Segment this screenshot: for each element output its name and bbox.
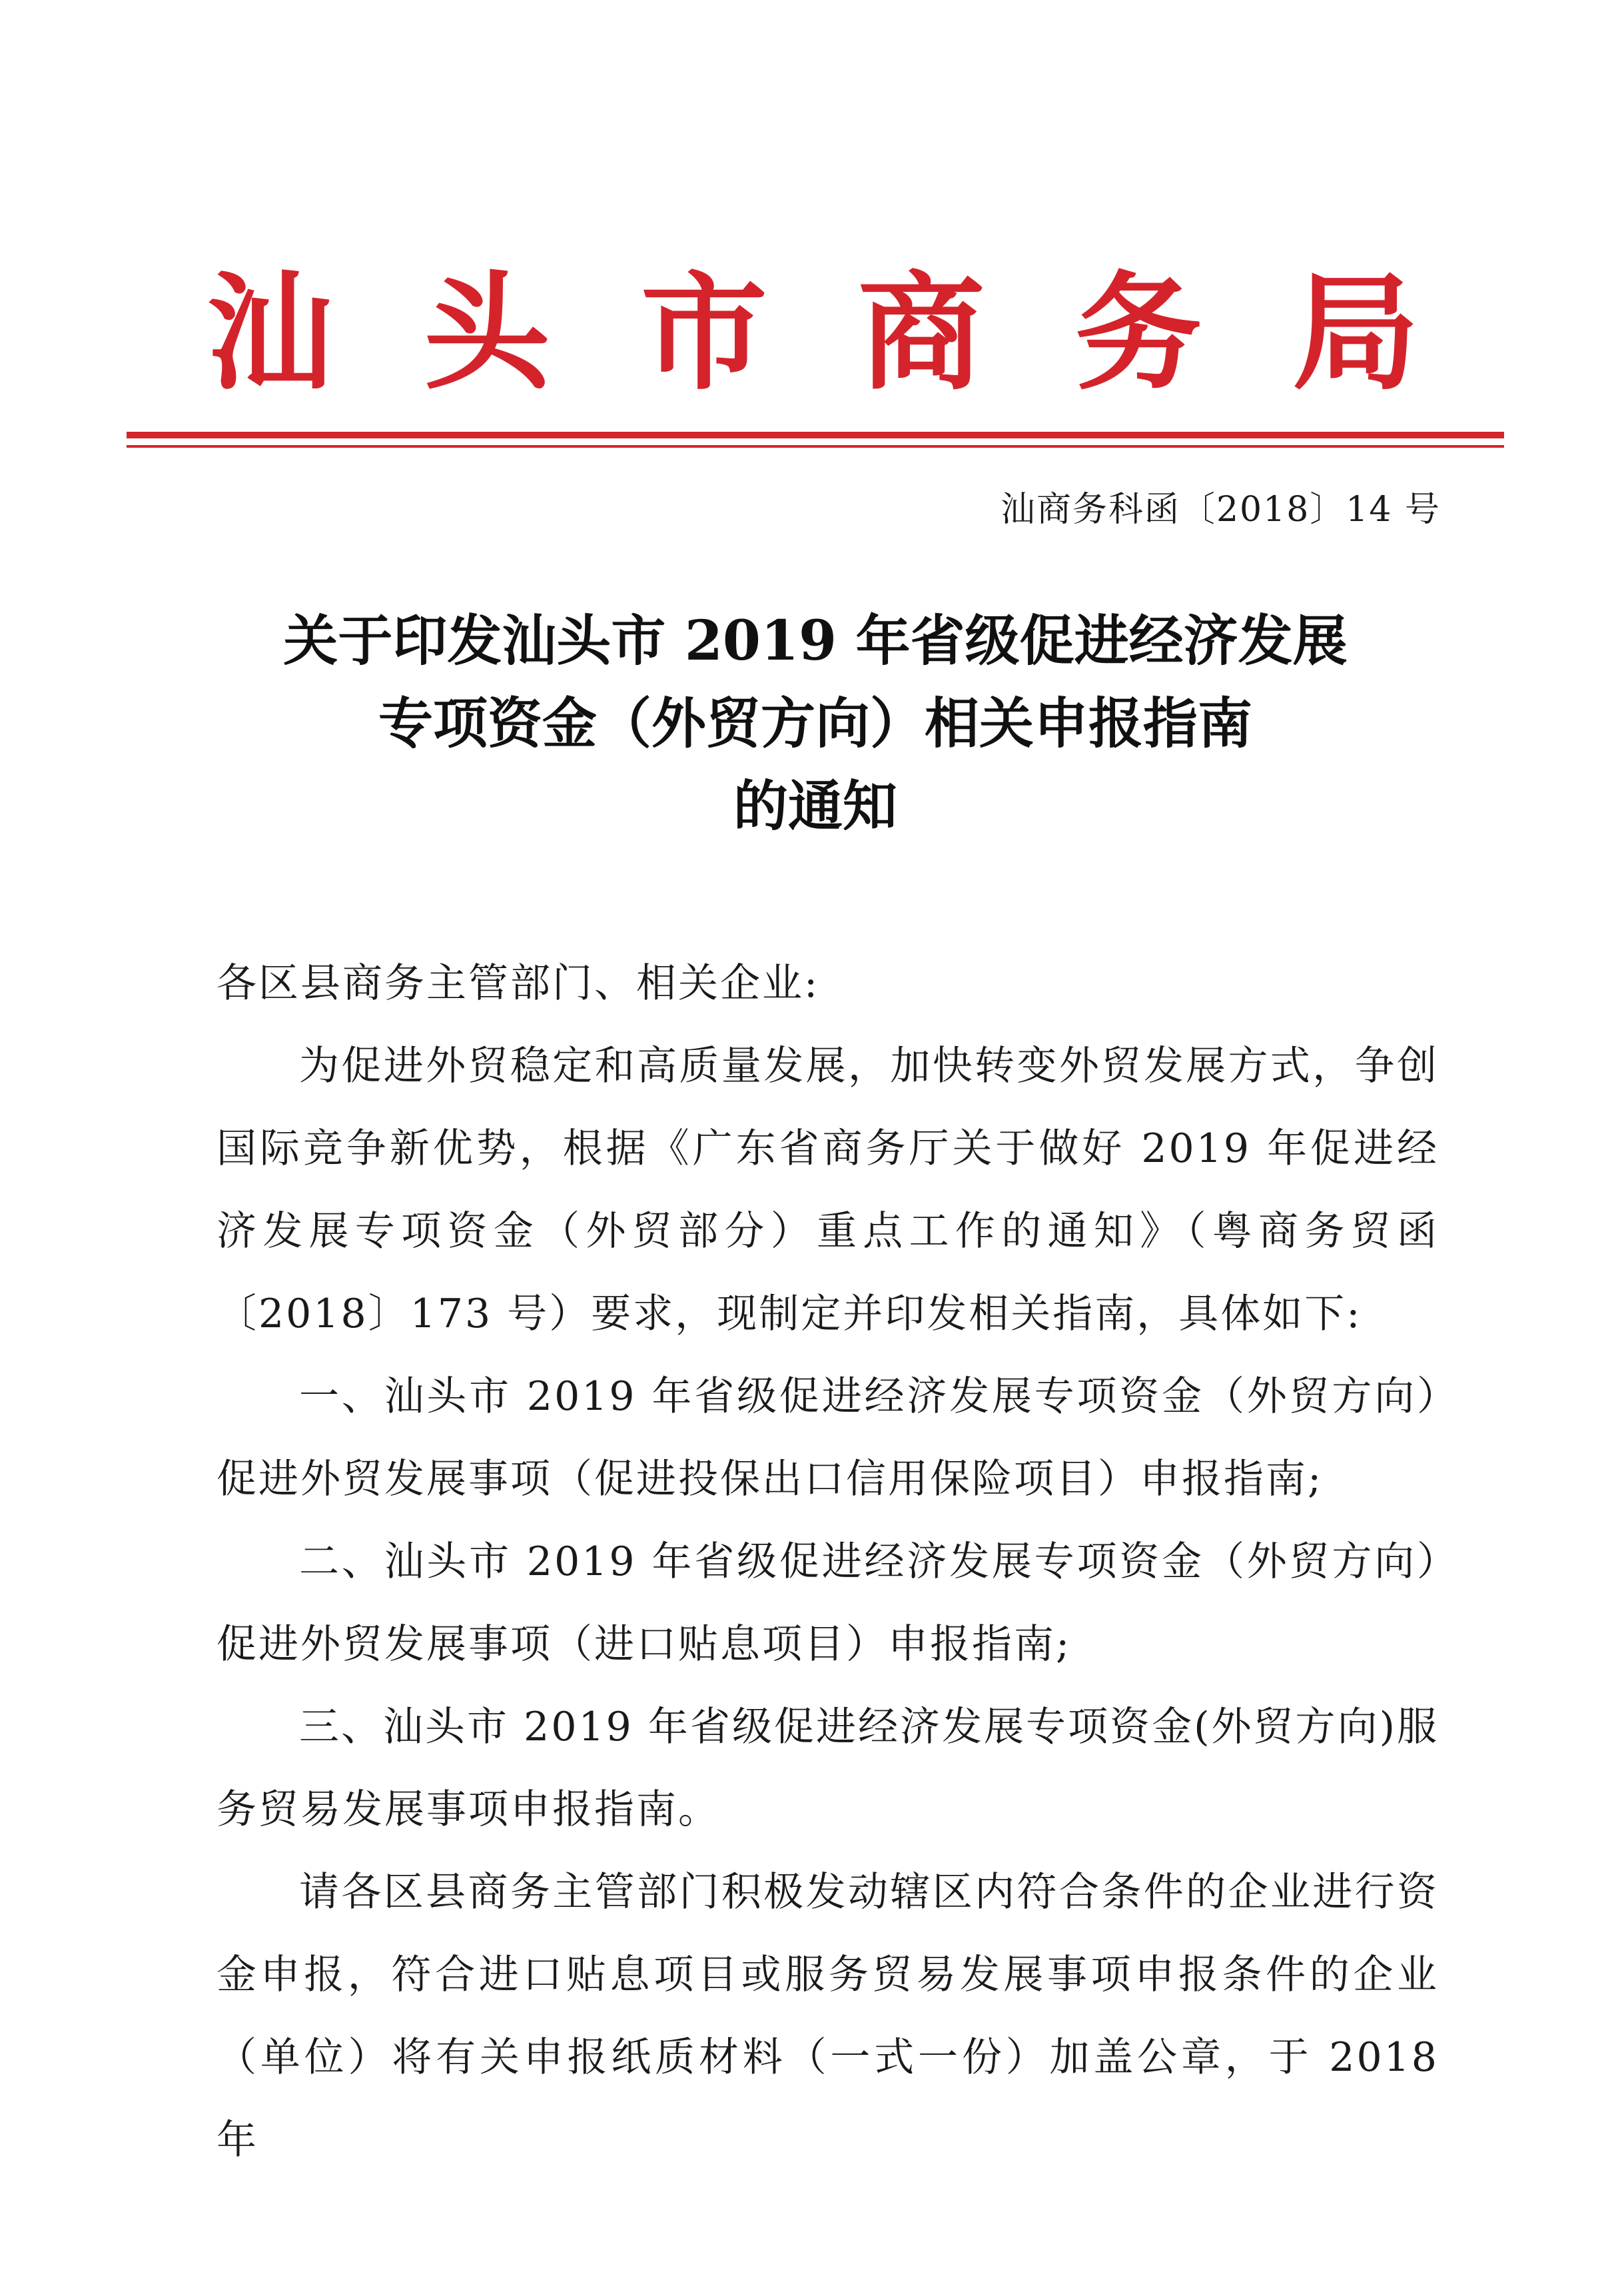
agency-char: 局 (1292, 259, 1419, 407)
agency-char: 商 (857, 259, 985, 407)
title-line: 关于印发汕头市 2019 年省级促进经济发展 (283, 609, 1348, 673)
header-divider-thin (127, 445, 1504, 448)
body-paragraph: 二、汕头市 2019 年省级促进经济发展专项资金（外贸方向）促进外贸发展事项（进口贴息项目）申报指南; (216, 1538, 1439, 1668)
agency-char: 市 (640, 259, 767, 407)
body-paragraph: 请各区县商务主管部门积极发动辖区内符合条件的企业进行资金申报，符合进口贴息项目或服务贸易发展事项申报条件的企业（单位）将有关申报纸质材料（一式一份）加盖公章，于 2018 年 (216, 1869, 1439, 2163)
document-body (216, 942, 1439, 2181)
document-number: 汕商务科函〔2018〕14 号 (1000, 490, 1441, 530)
salutation: 各区县商务主管部门、相关企业: (216, 960, 820, 1007)
agency-char: 头 (423, 259, 550, 407)
document-title (127, 600, 1504, 848)
agency-header (206, 257, 1419, 410)
title-line: 专项资金（外贸方向）相关申报指南 (378, 692, 1252, 756)
body-paragraph: 三、汕头市 2019 年省级促进经济发展专项资金(外贸方向)服务贸易发展事项申报指南。 (216, 1704, 1439, 1833)
title-line: 的通知 (733, 774, 897, 838)
body-paragraph: 为促进外贸稳定和高质量发展，加快转变外贸发展方式，争创国际竞争新优势，根据《广东省商务厅关于做好 2019 年促进经济发展专项资金（外贸部分）重点工作的通知》（粤商务贸函〔2018〕173 号）要求，现制定并印发相关指南，具体如下: (216, 1043, 1439, 1337)
agency-char: 务 (1074, 259, 1202, 407)
body-paragraph: 一、汕头市 2019 年省级促进经济发展专项资金（外贸方向）促进外贸发展事项（促进投保出口信用保险项目）申报指南; (216, 1373, 1439, 1502)
header-divider-thick (127, 432, 1504, 438)
agency-char: 汕 (206, 259, 334, 407)
